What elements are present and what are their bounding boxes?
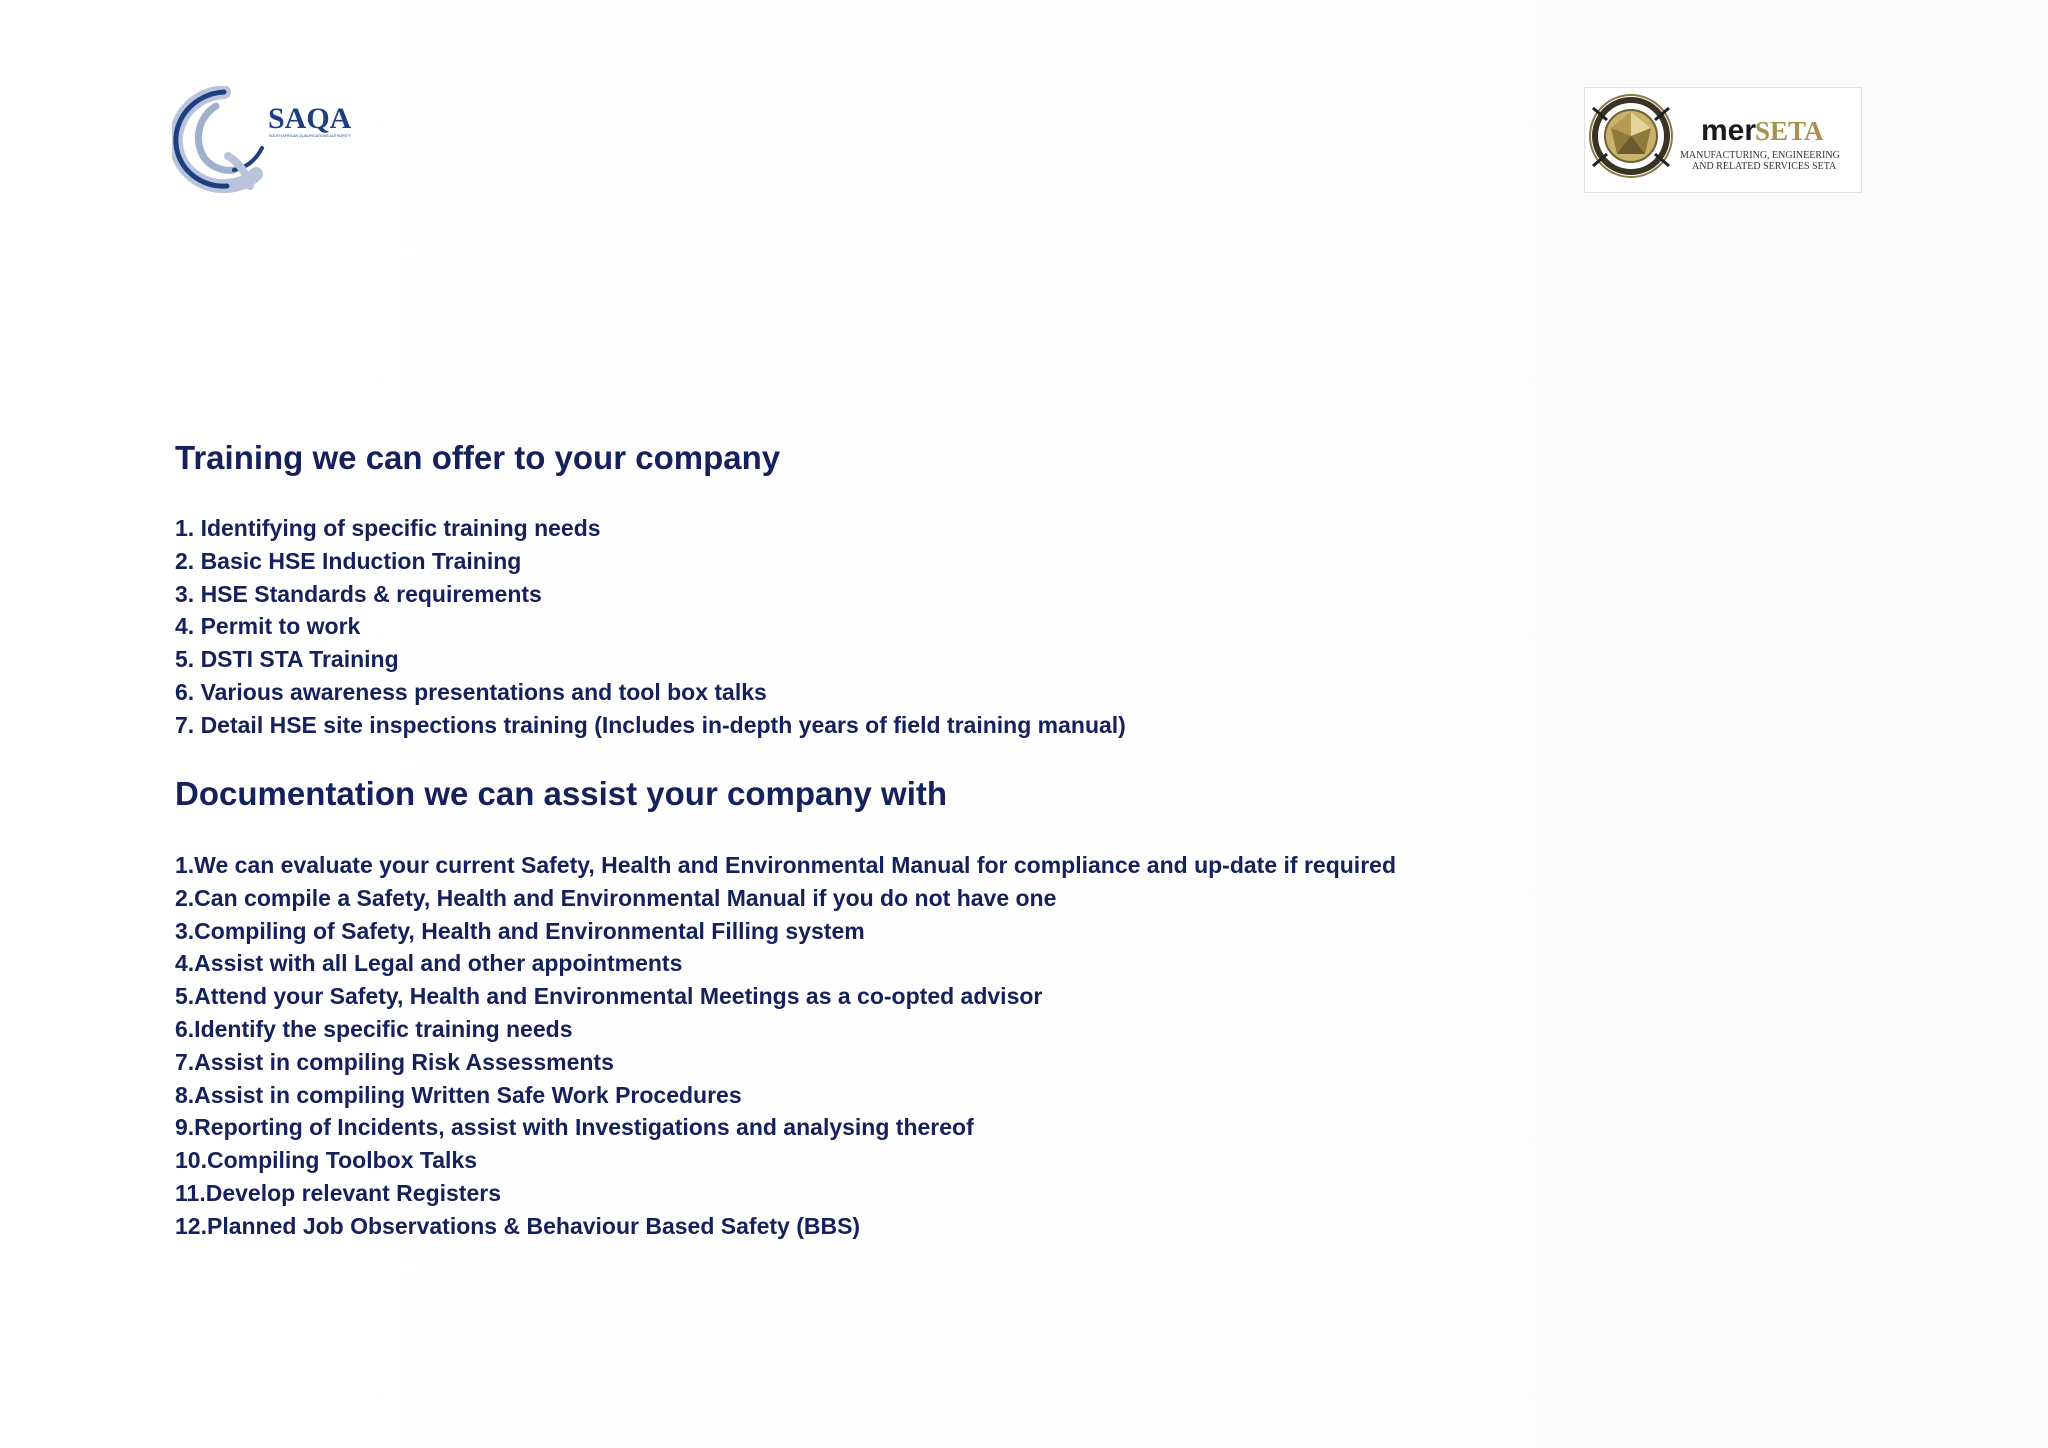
list-item: 7.Assist in compiling Risk Assessments [175, 1048, 614, 1075]
list-item: 7. Detail HSE site inspections training (Includes in-depth years of field training manual) [175, 711, 1126, 738]
list-item: 1.We can evaluate your current Safety, Health and Environmental Manual for compliance and up-date if required [175, 852, 1396, 878]
list-item: 9.Reporting of Incidents, assist with Investigations and analysing thereof [175, 1114, 974, 1141]
list-item: 3.Compiling of Safety, Health and Environmental Filling system [175, 917, 865, 944]
list-item: 6. Various awareness presentations and tool box talks [175, 678, 767, 705]
list-item: 8.Assist in compiling Written Safe Work Procedures [175, 1081, 742, 1108]
training-list [175, 512, 1126, 742]
saqa-logo-tagline: SOUTH AFRICAN QUALIFICATIONS AUTHORITY [269, 134, 351, 138]
merseta-logo-suffix: SETA [1755, 116, 1824, 146]
merseta-logo-tagline-1: MANUFACTURING, ENGINEERING [1680, 150, 1840, 161]
list-item: 5.Attend your Safety, Health and Environmental Meetings as a co-opted advisor [175, 983, 1043, 1010]
documentation-list [175, 849, 1396, 1243]
list-item: 4. Permit to work [175, 613, 361, 640]
merseta-logo-prefix: mer [1701, 114, 1757, 147]
saqa-logo [172, 86, 362, 196]
documentation-heading: Documentation we can assist your company with [175, 775, 948, 812]
list-item: 3. HSE Standards & requirements [175, 580, 542, 607]
list-item: 6.Identify the specific training needs [175, 1015, 573, 1042]
saqa-logo-text: SAQA [268, 102, 352, 135]
list-item: 2.Can compile a Safety, Health and Environmental Manual if you do not have one [175, 884, 1057, 911]
list-item: 10.Compiling Toolbox Talks [175, 1147, 478, 1174]
list-item: 5. DSTI STA Training [175, 646, 399, 673]
list-item: 4.Assist with all Legal and other appointments [175, 950, 683, 977]
list-item: 2. Basic HSE Induction Training [175, 547, 522, 574]
list-item: 11.Develop relevant Registers [175, 1179, 501, 1206]
merseta-logo [1584, 87, 1862, 193]
list-item: 12.Planned Job Observations & Behaviour Based Safety (BBS) [175, 1212, 861, 1239]
training-heading: Training we can offer to your company [175, 439, 781, 476]
merseta-logo-tagline-2: AND RELATED SERVICES SETA [1692, 161, 1837, 172]
list-item: 1. Identifying of specific training needs [175, 515, 601, 541]
